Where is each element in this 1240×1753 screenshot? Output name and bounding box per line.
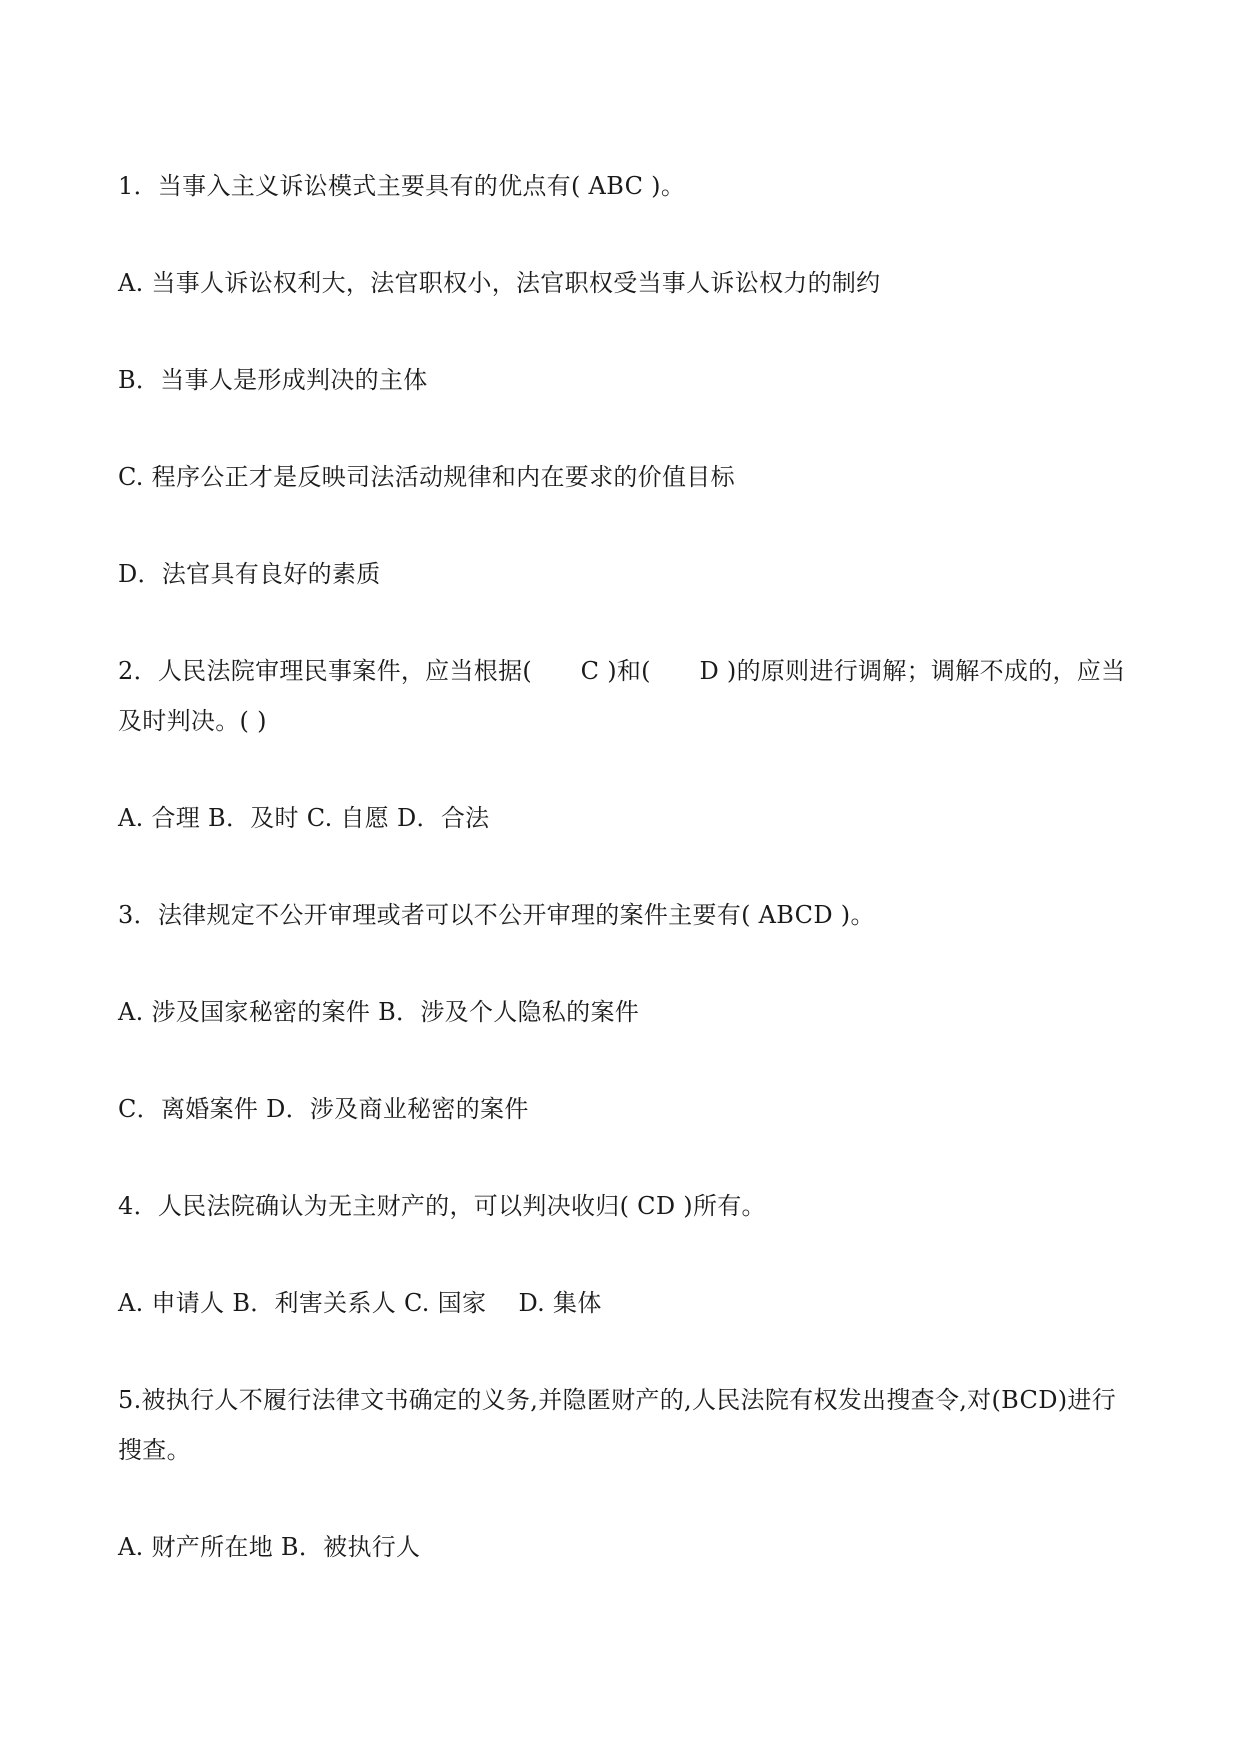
- question-3-stem: 3．法律规定不公开审理或者可以不公开审理的案件主要有( ABCD )。: [118, 901, 875, 929]
- question-4-options: A. 申请人 B．利害关系人 C. 国家 D. 集体: [118, 1289, 602, 1317]
- question-1-option-a: A. 当事人诉讼权利大，法官职权小，法官职权受当事人诉讼权力的制约: [118, 269, 881, 297]
- document-body: [118, 168, 1130, 1565]
- question-1-option-c: C. 程序公正才是反映司法活动规律和内在要求的价值目标: [118, 463, 735, 491]
- question-1-stem: 1．当事入主义诉讼模式主要具有的优点有( ABC )。: [118, 172, 686, 200]
- question-1-option-d: D．法官具有良好的素质: [118, 560, 381, 588]
- question-5-options: A. 财产所在地 B．被执行人: [118, 1533, 421, 1561]
- question-3-options-ab: A. 涉及国家秘密的案件 B．涉及个人隐私的案件: [118, 998, 640, 1026]
- question-4-stem: 4．人民法院确认为无主财产的，可以判决收归( CD )所有。: [118, 1192, 766, 1220]
- question-5-stem: 5.被执行人不履行法律文书确定的义务,并隐匿财产的,人民法院有权发出搜查令,对(BCD)进行搜查。: [118, 1386, 1116, 1464]
- question-2-options: A. 合理 B．及时 C. 自愿 D．合法: [118, 804, 490, 832]
- question-3-options-cd: C．离婚案件 D．涉及商业秘密的案件: [118, 1095, 529, 1123]
- question-1-option-b: B．当事人是形成判决的主体: [118, 366, 428, 394]
- question-2-stem: 2．人民法院审理民事案件，应当根据( C )和( D )的原则进行调解；调解不成的，应当及时判决。( ): [118, 657, 1126, 735]
